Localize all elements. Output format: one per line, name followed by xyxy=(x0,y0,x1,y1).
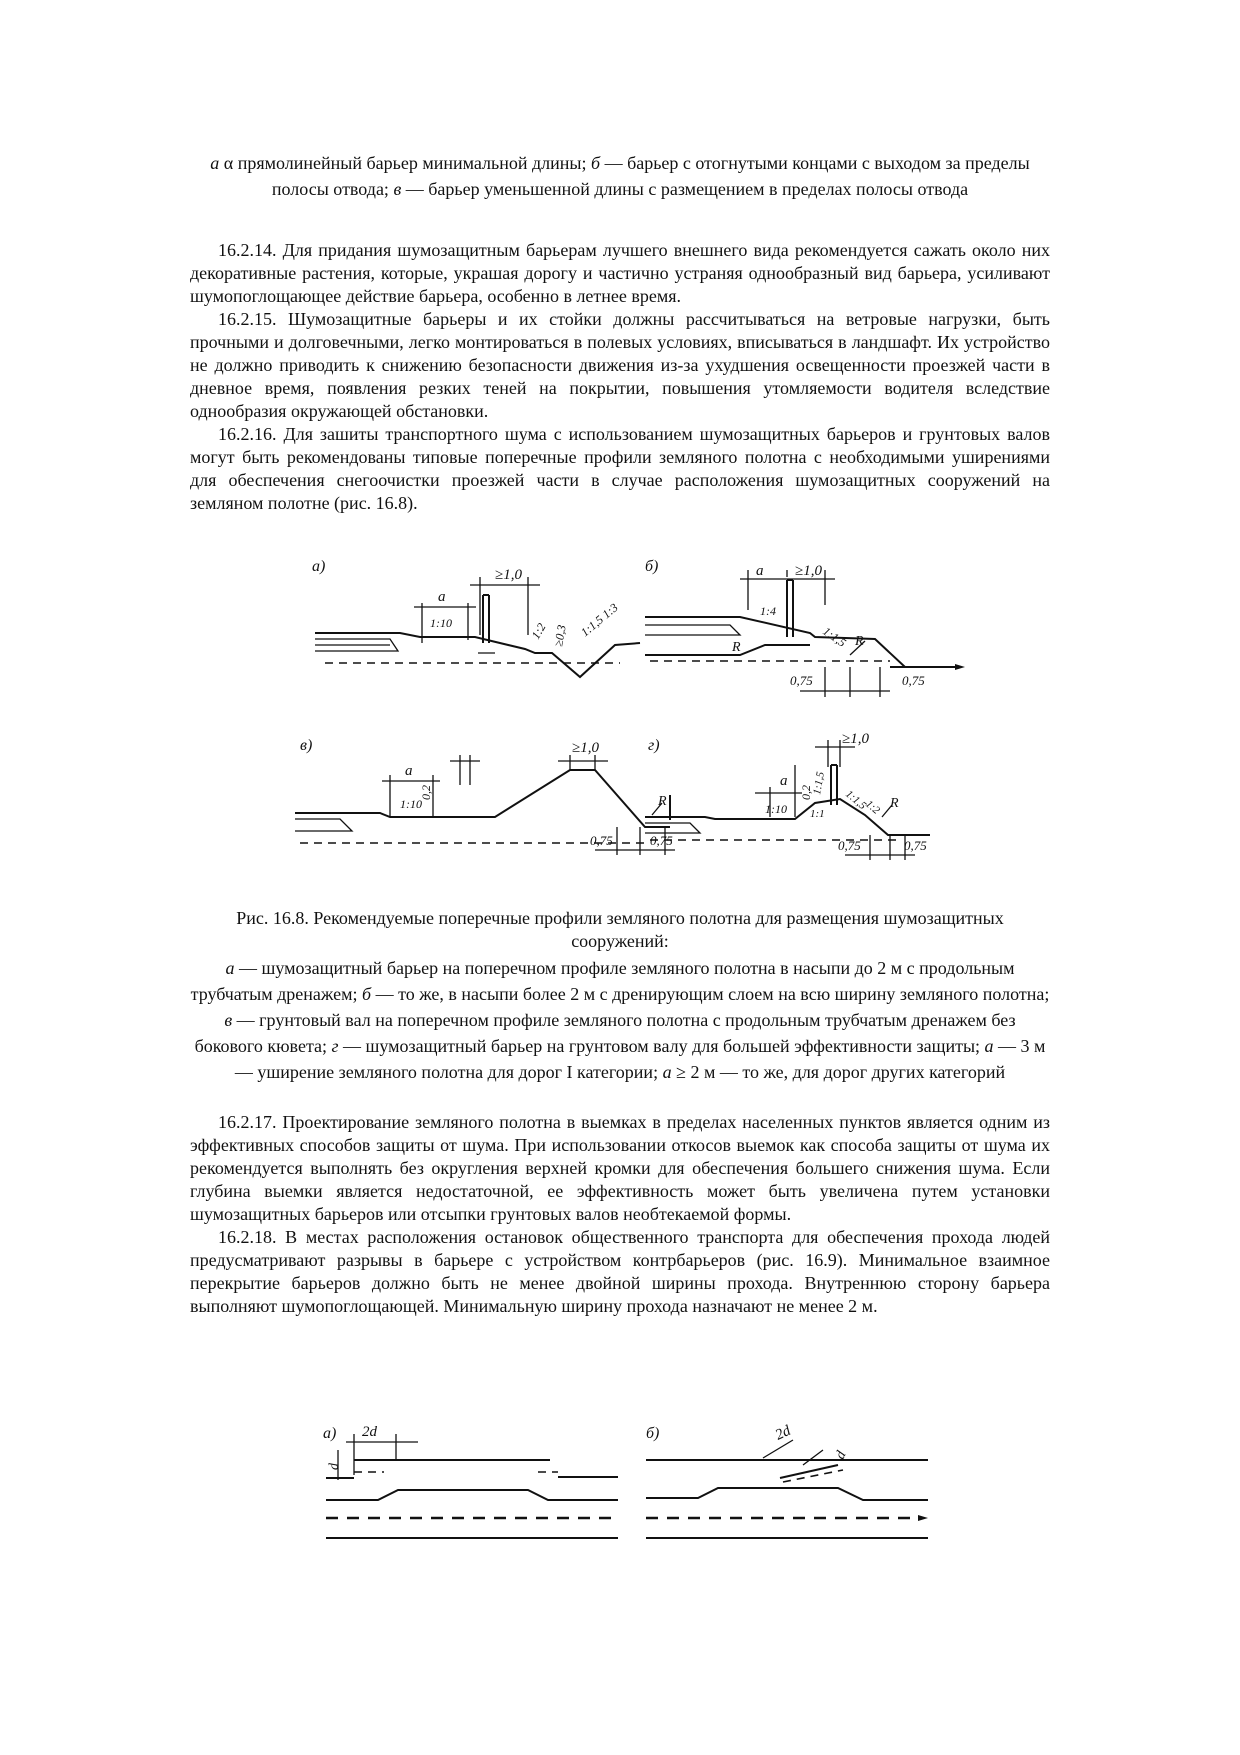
dim-d-a: d xyxy=(327,1463,342,1470)
dim-075-g1: 0,75 xyxy=(838,838,861,853)
caption-168-g: г xyxy=(331,1036,339,1056)
caption-168-b-text: — то же, в насыпи более 2 м с дренирующим слоем на всю ширину земляного полотна; xyxy=(371,984,1050,1004)
paragraph-16-2-16: 16.2.16. Для зашиты транспортного шума с использованием шумозащитных барьеров и грунтовых валов могут быть рекомендованы типовые поперечные профили земляного полотна с необходимыми уширениями для обеспечения снегоочистки проезжей части в случае расположения шумозащитных сооружений на земляном полотне (рис. 16.8). xyxy=(190,424,1050,513)
dim-a-v: a xyxy=(405,763,413,779)
dim-a-a: a xyxy=(438,589,446,605)
dim-a-g: a xyxy=(780,773,788,789)
dim-ge1-g: ≥1,0 xyxy=(842,731,869,747)
caption-168-a3: а xyxy=(662,1062,672,1082)
label-169-b: б) xyxy=(646,1425,660,1442)
label-169-a: а) xyxy=(323,1425,337,1442)
dim-075-b1: 0,75 xyxy=(790,673,813,688)
caption-a-text: α прямолинейный барьер минимальной длины; xyxy=(219,153,592,173)
figure-16-8-drawing xyxy=(290,555,970,890)
figure-16-8-title: Рис. 16.8. Рекомендуемые поперечные профили земляного полотна для размещения шумозащитных сооружений: xyxy=(236,908,1004,951)
profile-v xyxy=(295,737,675,855)
label-panel-g: г) xyxy=(648,737,660,754)
dim-a-b: a xyxy=(756,563,764,579)
scheme-b xyxy=(646,1423,928,1538)
caption-168-a-text: — шумозащитный барьер на поперечном профиле земляного полотна в насыпи до 2 м с продольным трубчатым дренажем; xyxy=(190,958,1015,1004)
dim-075-b2: 0,75 xyxy=(902,673,925,688)
caption-top xyxy=(190,150,1050,202)
slope-15-13-a: 1:1,5 1:3 xyxy=(577,600,621,640)
caption-b-letter: б xyxy=(591,153,601,173)
slope-14-b: 1:4 xyxy=(760,604,776,618)
figure-16-8-caption xyxy=(190,907,1050,1085)
caption-168-g-text: — шумозащитный барьер на грунтовом валу для большей эффективности защиты; xyxy=(338,1036,985,1056)
caption-168-a3-text: ≥ 2 м — то же, для дорог других категорий xyxy=(671,1062,1006,1082)
dim-2d-a: 2d xyxy=(362,1424,377,1440)
paragraph-16-2-14: 16.2.14. Для придания шумозащитным барьерам лучшего внешнего вида рекомендуется сажать около них декоративные растения, которые, украшая дорогу и частично устраняя однообразный вид барьера, усиливают шумопоглощающее действие барьера, особенно в летнее время. xyxy=(190,240,1050,306)
caption-168-v-text: — грунтовый вал на поперечном профиле земляного полотна с продольным трубчатым дренажем без бокового кювета; xyxy=(194,1010,1016,1056)
caption-v-letter: в xyxy=(393,179,402,199)
slope-115-g1: 1:1,5 xyxy=(811,770,827,796)
dim-d-b: d xyxy=(833,1449,850,1462)
dim-02-g: 0,2 xyxy=(799,785,813,800)
caption-168-a2-text: — 3 м — уширение земляного полотна для дорог I категории; xyxy=(234,1036,1046,1082)
profile-a xyxy=(312,558,640,677)
dim-ge1-b: ≥1,0 xyxy=(795,563,822,579)
slope-12-g: 1:2 xyxy=(863,798,883,817)
label-R-v: R xyxy=(658,794,667,809)
slope-115-b: 1:1,5 xyxy=(820,623,849,650)
dim-075-v2: 0,75 xyxy=(650,833,673,848)
caption-v-text: — барьер уменьшенной длины с размещением в пределах полосы отвода xyxy=(401,179,969,199)
label-panel-v: в) xyxy=(300,737,313,754)
label-panel-a: а) xyxy=(312,558,326,575)
caption-168-a2: а xyxy=(984,1036,994,1056)
caption-a-letter: а xyxy=(210,153,220,173)
paragraph-16-2-18: 16.2.18. В местах расположения остановок общественного транспорта для обеспечения прохода людей предусматривают разрывы в барьере с устройством контрбарьеров (рис. 16.9). Минимальное взаимное перекрытие барьеров должно быть не менее двойной ширины прохода. Внутреннюю сторону барьера выполняют шумопоглощающей. Минимальную ширину прохода назначают не менее 2 м. xyxy=(190,1227,1050,1316)
slope-12-a: 1:2 xyxy=(528,620,549,642)
dim-ge1-a: ≥1,0 xyxy=(495,567,522,583)
label-R-g: R xyxy=(890,796,899,811)
profile-g xyxy=(645,731,930,860)
dim-02-v: 0,2 xyxy=(419,785,433,800)
dim-03-a: ≥0,3 xyxy=(551,623,569,648)
paragraphs-14-16 xyxy=(190,239,1050,515)
dim-2d-b: 2d xyxy=(772,1422,794,1444)
slope-115-g2: 1:1,5 xyxy=(843,788,869,813)
slope-11-g: 1:1 xyxy=(810,808,825,820)
paragraph-16-2-17: 16.2.17. Проектирование земляного полотна в выемках в пределах населенных пунктов является одним из эффективных способов защиты от шума. При использовании откосов выемок как способа защиты от шума их рекомендуется выполнять без округления верхней кромки для обеспечения большего снижения шума. Если глубина выемки является недостаточной, ее эффективность может быть увеличена путем установки шумозащитных барьеров или отсыпки грунтовых валов необтекаемой формы. xyxy=(190,1112,1050,1224)
dim-ge1-v: ≥1,0 xyxy=(572,740,599,756)
profile-b xyxy=(645,558,965,697)
caption-168-a: а xyxy=(225,958,235,978)
slope-110-v: 1:10 xyxy=(400,797,422,811)
label-R-b2: R xyxy=(855,634,864,649)
caption-b-text: — барьер с отогнутыми концами с выходом за пределы полосы отвода; xyxy=(271,153,1030,199)
label-R-b1: R xyxy=(732,640,741,655)
dim-075-g2: 0,75 xyxy=(904,838,927,853)
paragraphs-17-18 xyxy=(190,1111,1050,1318)
slope-110-a: 1:10 xyxy=(430,616,452,630)
label-panel-b: б) xyxy=(645,558,659,575)
dim-075-v1: 0,75 xyxy=(590,833,613,848)
slope-110-g: 1:10 xyxy=(765,802,787,816)
figure-16-9-drawing xyxy=(318,1420,948,1580)
caption-168-v: в xyxy=(224,1010,233,1030)
paragraph-16-2-15: 16.2.15. Шумозащитные барьеры и их стойки должны рассчитываться на ветровые нагрузки, быть прочными и долговечными, легко монтироваться в полевых условиях, вписываться в ландшафт. Их устройство не должно приводить к снижению безопасности движения из-за ухудшения освещенности проезжей части в дневное время, появления резких теней на покрытии, повышения утомляемости водителя вследствие однообразия окружающей обстановки. xyxy=(190,309,1050,421)
caption-168-b: б xyxy=(362,984,372,1004)
scheme-a xyxy=(323,1424,618,1538)
